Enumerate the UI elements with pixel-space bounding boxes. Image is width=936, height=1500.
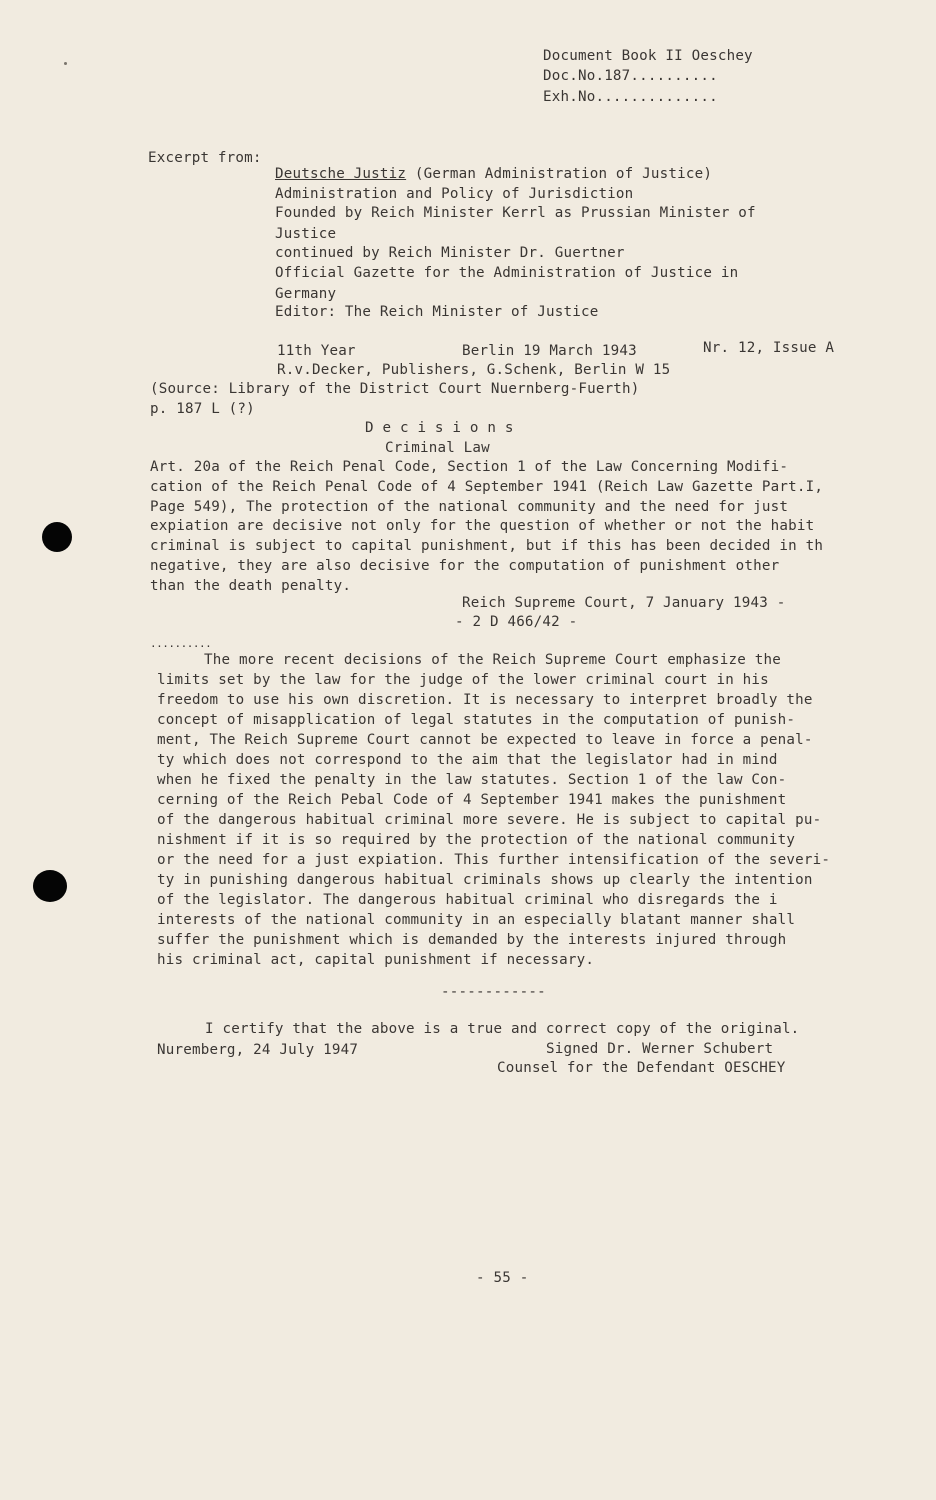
case-number: - 2 D 466/42 - (455, 614, 578, 630)
headnote-line: than the death penalty. (150, 578, 352, 594)
certification-signature: Signed Dr. Werner Schubert (546, 1041, 774, 1057)
section-subheading: Criminal Law (385, 440, 490, 456)
punch-hole (42, 522, 72, 552)
source-line: Germany (275, 286, 337, 302)
source-line: continued by Reich Minister Dr. Guertner (275, 245, 625, 261)
source-line-journal (275, 164, 712, 184)
body-line: his criminal act, capital punishment if necessary. (157, 952, 595, 968)
headnote-line: expiation are decisive not only for the question of whether or not the habit (150, 518, 815, 534)
body-line: of the dangerous habitual criminal more severe. He is subject to capital pu- (157, 812, 822, 828)
page-reference: p. 187 L (?) (150, 401, 255, 417)
ellipsis: .......... (150, 637, 212, 650)
doc-number: Doc.No.187.......... (543, 68, 718, 84)
headnote-line: negative, they are also decisive for the computation of punishment other (150, 558, 780, 574)
court-citation: Reich Supreme Court, 7 January 1943 - (462, 595, 786, 611)
issue-year: 11th Year (277, 343, 356, 359)
excerpt-label: Excerpt from: (148, 150, 262, 166)
body-line: nishment if it is so required by the protection of the national community (157, 832, 796, 848)
library-source: (Source: Library of the District Court Nuernberg-Fuerth) (150, 381, 640, 397)
punch-hole (33, 870, 67, 902)
exhibit-number: Exh.No.............. (543, 89, 718, 105)
body-line: ty which does not correspond to the aim that the legislator had in mind (157, 752, 778, 768)
body-line: interests of the national community in an especially blatant manner shall (157, 912, 796, 928)
journal-subtitle: (German Administration of Justice) (406, 166, 713, 182)
document-book-label: Document Book II Oeschey (543, 48, 753, 64)
headnote-line: Page 549), The protection of the national community and the need for just (150, 499, 789, 515)
headnote-line: Art. 20a of the Reich Penal Code, Section 1 of the Law Concerning Modifi- (150, 459, 789, 475)
journal-title: Deutsche Justiz (275, 166, 407, 182)
body-line: when he fixed the penalty in the law statutes. Section 1 of the law Con- (157, 772, 787, 788)
headnote-line: criminal is subject to capital punishment, but if this has been decided in th (150, 538, 824, 554)
certification-statement: I certify that the above is a true and correct copy of the original. (205, 1021, 800, 1037)
headnote-line: cation of the Reich Penal Code of 4 September 1941 (Reich Law Gazette Part.I, (150, 479, 824, 495)
body-line: cerning of the Reich Pebal Code of 4 September 1941 makes the punishment (157, 792, 787, 808)
issue-number: Nr. 12, Issue A (703, 340, 835, 356)
body-line: suffer the punishment which is demanded by the interests injured through (157, 932, 787, 948)
body-line: freedom to use his own discretion. It is necessary to interpret broadly the (157, 692, 813, 708)
separator: ------------ (441, 984, 546, 1000)
body-line: limits set by the law for the judge of the lower criminal court in his (157, 672, 769, 688)
issue-date: Berlin 19 March 1943 (462, 343, 637, 359)
body-line: The more recent decisions of the Reich Supreme Court emphasize the (204, 652, 781, 668)
body-line: concept of misapplication of legal statutes in the computation of punish- (157, 712, 796, 728)
page-number: - 55 - (476, 1270, 529, 1286)
source-line: Administration and Policy of Jurisdiction (275, 186, 634, 202)
body-line: or the need for a just expiation. This further intensification of the severi- (157, 852, 831, 868)
source-line: Justice (275, 226, 337, 242)
certification-place-date: Nuremberg, 24 July 1947 (157, 1042, 359, 1058)
source-line: Official Gazette for the Administration of Justice in (275, 265, 739, 281)
section-heading: D e c i s i o n s (365, 420, 514, 436)
publisher: R.v.Decker, Publishers, G.Schenk, Berlin W 15 (277, 362, 671, 378)
body-line: ment, The Reich Supreme Court cannot be expected to leave in force a penal- (157, 732, 813, 748)
paper-speck (64, 62, 67, 65)
body-line: ty in punishing dangerous habitual criminals shows up clearly the intention (157, 872, 813, 888)
certification-role: Counsel for the Defendant OESCHEY (497, 1060, 786, 1076)
source-line: Editor: The Reich Minister of Justice (275, 304, 599, 320)
body-line: of the legislator. The dangerous habitual criminal who disregards the i (157, 892, 778, 908)
source-line: Founded by Reich Minister Kerrl as Prussian Minister of (275, 205, 756, 221)
